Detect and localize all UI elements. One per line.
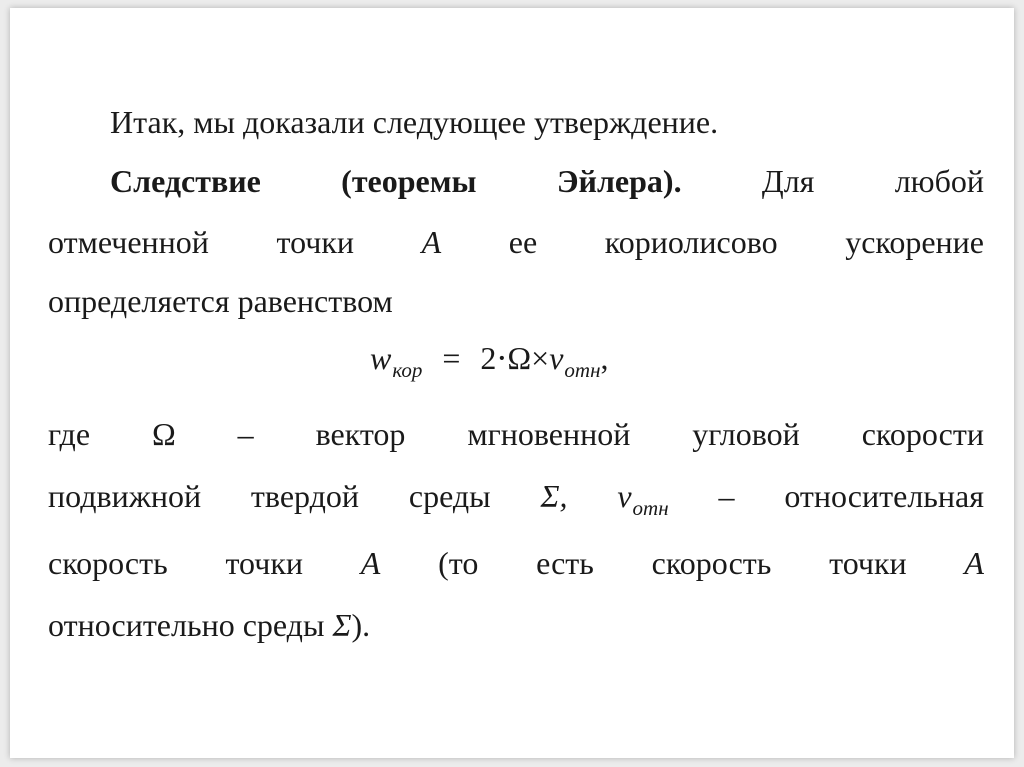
word: скорости: [861, 416, 984, 452]
formula-v-subscript: отн: [564, 358, 601, 382]
text-line-2: [48, 222, 984, 262]
word: ускорение: [845, 224, 984, 260]
word: относительно среды: [48, 607, 325, 643]
point-symbol: A: [421, 224, 442, 260]
coriolis-formula: [370, 338, 609, 382]
word: кориолисово: [604, 224, 778, 260]
text-line-7: [48, 605, 984, 645]
dash: –: [237, 416, 254, 452]
formula-w-subscript: кор: [392, 358, 423, 382]
point-symbol: A: [360, 545, 381, 581]
word: твердой: [250, 478, 360, 514]
word: точки: [829, 545, 907, 581]
word: отмеченной: [48, 224, 209, 260]
word: мгновенной: [467, 416, 631, 452]
slide: [10, 8, 1014, 758]
word: среды: [408, 478, 491, 514]
word: скорость: [651, 545, 772, 581]
dash: –: [718, 478, 735, 514]
word: ее: [508, 224, 538, 260]
point-symbol: A: [964, 545, 984, 581]
sigma-symbol: Σ: [332, 607, 352, 643]
word: где: [48, 416, 91, 452]
omega-symbol: Ω: [151, 416, 176, 452]
formula-v: v: [549, 340, 564, 376]
text-line-4: [48, 414, 984, 454]
corollary-line: [110, 161, 984, 201]
word: подвижной: [48, 478, 202, 514]
text-line-3: определяется равенством: [48, 283, 393, 319]
word: (то: [438, 545, 479, 581]
intro-text: Итак, мы доказали следующее утверждение.: [110, 104, 719, 140]
corollary-theorem: (теоремы: [341, 163, 477, 199]
corollary-any: любой: [894, 163, 984, 199]
closing-paren: ).: [351, 607, 371, 643]
v-rel-symbol: $v_{отн}$: [617, 478, 669, 520]
formula-w: w: [370, 340, 392, 376]
word: есть: [536, 545, 594, 581]
text-line-6: [48, 543, 984, 583]
word: скорость: [48, 545, 168, 581]
word: вектор: [315, 416, 406, 452]
corollary-euler: Эйлера).: [556, 163, 682, 199]
word: угловой: [692, 416, 800, 452]
word: точки: [276, 224, 354, 260]
word: относительная: [784, 478, 984, 514]
corollary-for: Для: [761, 163, 815, 199]
corollary-word: Следствие: [110, 163, 261, 199]
formula-comma: ,: [600, 340, 609, 376]
formula-rhs: 2⋅Ω×: [480, 340, 550, 376]
text-line-5: [48, 476, 984, 520]
word: точки: [225, 545, 303, 581]
sigma-symbol: Σ,: [540, 478, 568, 514]
formula-equals: =: [442, 340, 461, 376]
